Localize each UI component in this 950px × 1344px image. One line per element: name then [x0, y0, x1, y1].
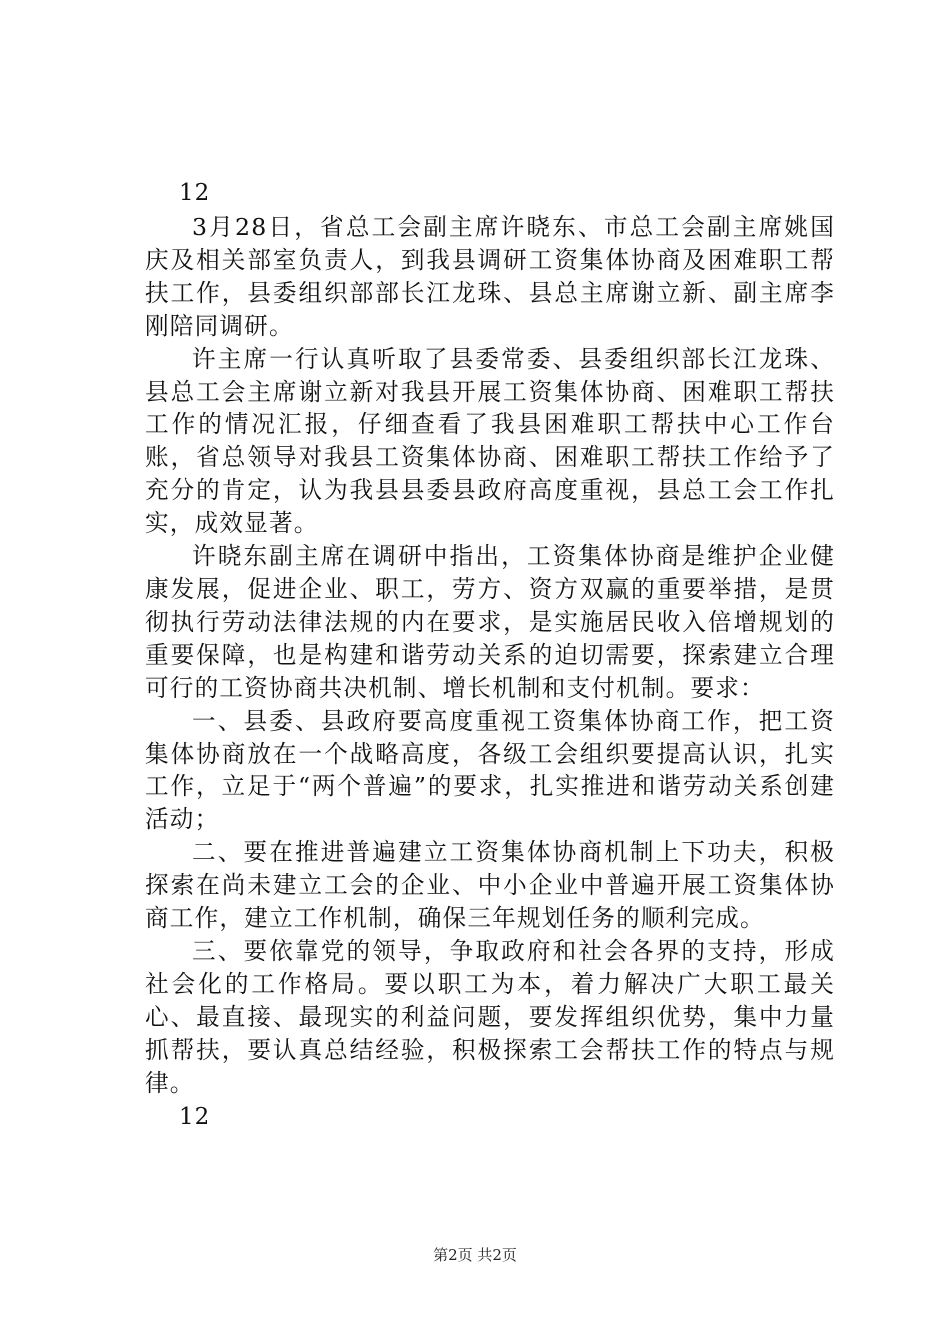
paragraph-3: 许晓东副主席在调研中指出，工资集体协商是维护企业健康发展，促进企业、职工，劳方、资方双赢的重要举措，是贯彻执行劳动法律法规的内在要求，是实施居民收入倍增规划的重要保障，也是构建和谐劳动关系的迫切需要，探索建立合理可行的工资协商共决机制、增长机制和支付机制。要求： [145, 542, 835, 702]
paragraph-5: 二、要在推进普遍建立工资集体协商机制上下功夫，积极探索在尚未建立工会的企业、中小企业中普遍开展工资集体协商工作，建立工作机制，确保三年规划任务的顺利完成。 [145, 838, 835, 933]
paragraph-6: 三、要依靠党的领导，争取政府和社会各界的支持，形成社会化的工作格局。要以职工为本，着力解决广大职工最关心、最直接、最现实的利益问题，要发挥组织优势，集中力量抓帮扶，要认真总结经验，积极探索工会帮扶工作的特点与规律。 [145, 936, 835, 1097]
paragraph-1: 3月28日，省总工会副主席许晓东、市总工会副主席姚国庆及相关部室负责人，到我县调研工资集体协商及困难职工帮扶工作，县委组织部部长江龙珠、县总主席谢立新、副主席李刚陪同调研。 [145, 213, 835, 340]
page-marker-top: 12 [179, 180, 211, 206]
page-number-footer: 第2页 共2页 [433, 1246, 517, 1264]
paragraph-2: 许主席一行认真听取了县委常委、县委组织部长江龙珠、县总工会主席谢立新对我县开展工资集体协商、困难职工帮扶工作的情况汇报，仔细查看了我县困难职工帮扶中心工作台账，省总领导对我县工资集体协商、困难职工帮扶工作给予了充分的肯定，认为我县县委县政府高度重视，县总工会工作扎实，成效显著。 [145, 344, 835, 538]
paragraph-4: 一、县委、县政府要高度重视工资集体协商工作，把工资集体协商放在一个战略高度，各级工会组织要提高认识，扎实工作，立足于“两个普遍”的要求，扎实推进和谐劳动关系创建活动； [145, 706, 835, 834]
document-body [145, 175, 835, 1135]
page-marker-bottom: 12 [179, 1104, 211, 1131]
